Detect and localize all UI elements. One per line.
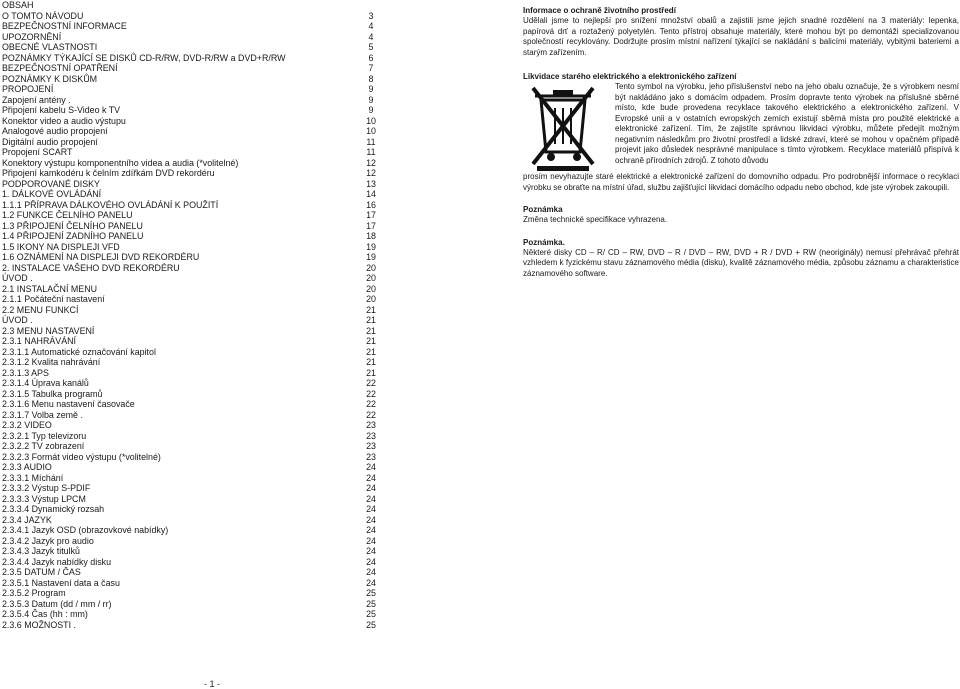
- toc-entry-label: 2.3.5.1 Nastavení data a času: [2, 577, 120, 588]
- toc-entry-label: 2.3.2 VIDEO: [2, 420, 52, 430]
- toc-entry: [2, 410, 382, 421]
- toc-entry-label: ÚVOD .: [2, 273, 33, 283]
- toc-entry-label: 2.3.1.2 Kvalita nahrávání: [2, 357, 101, 367]
- toc-entry-label: 2.3.5 DATUM / ČAS: [2, 567, 81, 577]
- toc-entry: [2, 609, 382, 620]
- toc-entry-page: 21: [366, 315, 376, 325]
- toc-entry: [2, 567, 382, 578]
- toc-entry-label: 2.3.4.1 Jazyk OSD (obrazovkové nabídky): [2, 525, 169, 535]
- toc-entry: [2, 147, 382, 158]
- toc-entry-label: 2.3.1.5 Tabulka programů: [2, 388, 103, 399]
- toc-entry: [2, 305, 382, 316]
- toc-entry: [2, 536, 382, 547]
- toc-entry: [2, 389, 382, 400]
- toc-entry-page: 24: [366, 525, 376, 535]
- toc-entry: [2, 210, 382, 221]
- note-text: Změna technické specifikace vyhrazena.: [523, 215, 668, 224]
- toc-entry-page: 17: [366, 220, 376, 231]
- toc-entry-page: 21: [366, 346, 376, 357]
- toc-entry: [2, 137, 382, 148]
- toc-entry-label: 2.3.3.2 Výstup S-PDIF: [2, 483, 91, 493]
- toc-entry-label: Digitální audio propojení: [2, 136, 98, 147]
- note-disc-heading: Poznámka.: [523, 237, 565, 247]
- toc-entry: [2, 515, 382, 526]
- toc-entry-page: 24: [366, 504, 376, 514]
- toc-entry-label: 1.3 PŘIPOJENÍ ČELNÍHO PANELU: [2, 220, 143, 231]
- toc-entry: [2, 315, 382, 326]
- toc-entry-label: 1.2 FUNKCE ČELNÍHO PANELU: [2, 210, 133, 220]
- note-disc-text: Některé disky CD – R/ CD – RW, DVD – R / DVD – RW, DVD + R / DVD + RW (neoriginály) nemusí přehrávač přehrát vzhledem k fyzickému stavu záznamového média (disku), kvalitě záznamového média, způsobu záznamu a charakteristice záznamového software.: [523, 247, 959, 278]
- toc-entry: [2, 504, 382, 515]
- toc-entry-page: 20: [366, 294, 376, 304]
- toc-entry-page: 25: [366, 619, 376, 630]
- toc-entry-label: PROPOJENÍ: [2, 84, 54, 94]
- right-column: [523, 6, 959, 279]
- toc-entry: [2, 588, 382, 599]
- toc-entry: [2, 252, 382, 263]
- weee-block: [523, 82, 959, 172]
- toc-entry-page: 25: [366, 588, 376, 598]
- toc-entry: [2, 105, 382, 116]
- toc-entry: [2, 483, 382, 494]
- toc-entry-label: 2.3.2.1 Typ televizoru: [2, 430, 87, 441]
- toc-entry-label: Připojení kamkodéru k čelním zdířkám DVD rekordéru: [2, 168, 215, 178]
- toc-entry-page: 21: [366, 357, 376, 367]
- toc-entry: [2, 494, 382, 505]
- toc-entry-page: 20: [366, 283, 376, 294]
- toc-entry-page: 11: [366, 136, 376, 147]
- toc-entry-page: 20: [366, 262, 376, 273]
- toc-entry-page: 23: [366, 430, 376, 441]
- toc-entry-page: 9: [368, 105, 374, 115]
- toc-entry-page: 21: [366, 336, 376, 346]
- toc-entry-label: OBECNÉ VLASTNOSTI: [2, 42, 98, 52]
- crossed-out-wheelie-bin-icon: [527, 82, 599, 172]
- toc-entry: [2, 189, 382, 200]
- toc-entry-page: 3: [368, 10, 374, 21]
- toc-entry: [2, 42, 382, 53]
- toc-entry-page: 7: [368, 63, 374, 73]
- toc-entry: [2, 326, 382, 337]
- toc-entry: [2, 179, 382, 190]
- environment-text: Udělali jsme to nejlepší pro snížení množství obalů a zajistili jsme jejich snadné rozdělení na 3 materiály: lepenka, papírová drť a roztažený polyetylén. Tento přístroj obsahuje materiály, které mohou být po demontáži specializovanou společností recyklovány. Dodržujte prosím místní nařízení týkající se nakládání s balicími materiály, vybitými bateriemi a starým zařízením.: [523, 16, 959, 57]
- toc-entry: [2, 63, 382, 74]
- toc-entry: [2, 378, 382, 389]
- toc-entry-page: 24: [366, 567, 376, 577]
- toc-entry: [2, 11, 382, 22]
- toc-entry-label: 1.1.1 PŘÍPRAVA DÁLKOVÉHO OVLÁDÁNÍ K POUŽITÍ: [2, 199, 219, 210]
- toc-entry-label: 2.2 MENU FUNKCÍ: [2, 304, 79, 315]
- toc-entry: [2, 441, 382, 452]
- toc-entry-page: 21: [366, 325, 376, 336]
- toc-list: [2, 11, 382, 631]
- toc-entry-label: 2.3.3.4 Dynamický rozsah: [2, 504, 105, 514]
- toc-entry: [2, 168, 382, 179]
- weee-heading: Likvidace starého elektrického a elektronického zařízení: [523, 72, 737, 81]
- toc-entry-page: 24: [366, 577, 376, 588]
- toc-entry-page: 4: [368, 21, 374, 31]
- toc-entry-label: 2.3.4.4 Jazyk nabídky disku: [2, 556, 112, 567]
- table-of-contents: [2, 0, 382, 630]
- toc-entry: [2, 599, 382, 610]
- toc-entry-page: 25: [366, 609, 376, 619]
- toc-entry-label: 2.1 INSTALAČNÍ MENU: [2, 283, 98, 294]
- toc-entry-label: 2.3.1 NAHRÁVÁNÍ: [2, 336, 76, 346]
- toc-entry-page: 17: [366, 210, 376, 220]
- toc-entry-label: 2.3.3.3 Výstup LPCM: [2, 493, 86, 504]
- toc-entry-label: 2.3.1.6 Menu nastavení časovače: [2, 399, 135, 409]
- note-heading: Poznámka: [523, 205, 563, 214]
- toc-entry-label: Propojení SCART: [2, 147, 73, 157]
- toc-entry: [2, 431, 382, 442]
- toc-entry: [2, 158, 382, 169]
- toc-entry: [2, 368, 382, 379]
- toc-entry-page: 24: [366, 546, 376, 556]
- toc-entry: [2, 221, 382, 232]
- toc-entry-page: 12: [366, 168, 376, 178]
- toc-entry-label: 2. INSTALACE VAŠEHO DVD REKORDÉRU: [2, 262, 180, 273]
- toc-entry-label: 2.3.5.3 Datum (dd / mm / rr): [2, 598, 112, 609]
- toc-entry-label: UPOZORNĚNÍ: [2, 31, 62, 42]
- toc-entry: [2, 95, 382, 106]
- toc-entry-label: Připojení kabelu S-Video k TV: [2, 105, 121, 115]
- toc-entry-page: 13: [366, 178, 376, 189]
- toc-entry: [2, 357, 382, 368]
- toc-entry: [2, 284, 382, 295]
- toc-entry: [2, 200, 382, 211]
- toc-entry: [2, 21, 382, 32]
- toc-entry-label: 1.6 OZNÁMENÍ NA DISPLEJI DVD REKORDÉRU: [2, 252, 200, 262]
- toc-entry-label: Konektor video a audio výstupu: [2, 115, 126, 126]
- toc-entry-label: BEZPEČNOSTNÍ OPATŘENÍ: [2, 63, 118, 73]
- toc-entry-label: 1.5 IKONY NA DISPLEJI VFD: [2, 241, 120, 252]
- toc-entry: [2, 399, 382, 410]
- page-number: - 1 -: [204, 679, 221, 689]
- toc-entry-label: 2.3.4 JAZYK: [2, 514, 52, 525]
- toc-entry: [2, 473, 382, 484]
- toc-entry-page: 23: [366, 451, 376, 462]
- toc-entry-page: 6: [368, 52, 374, 63]
- toc-entry-label: 2.3.1.1 Automatické označování kapitol: [2, 346, 156, 357]
- toc-entry: [2, 525, 382, 536]
- toc-entry: [2, 546, 382, 557]
- toc-entry-label: 2.3.2.2 TV zobrazení: [2, 441, 85, 451]
- toc-entry-label: 2.3.1.4 Úprava kanálů: [2, 378, 89, 388]
- toc-entry-page: 23: [366, 441, 376, 451]
- toc-entry-label: ÚVOD .: [2, 315, 33, 325]
- toc-entry-page: 19: [366, 241, 376, 252]
- toc-entry-label: 2.3.5.2 Program: [2, 588, 66, 598]
- toc-entry-page: 11: [366, 147, 376, 157]
- toc-entry: [2, 557, 382, 568]
- toc-entry: [2, 420, 382, 431]
- toc-entry: [2, 126, 382, 137]
- toc-entry-page: 20: [366, 273, 376, 283]
- toc-entry-page: 4: [368, 31, 374, 42]
- toc-entry-page: 18: [366, 231, 376, 241]
- toc-entry-label: POZNÁMKY TÝKAJÍCÍ SE DISKŮ CD-R/RW, DVD-R/RW a DVD+R/RW: [2, 52, 286, 63]
- toc-entry-label: 2.3.6 MOŽNOSTI .: [2, 619, 76, 630]
- toc-entry-label: Konektory výstupu komponentního videa a audia (*volitelné): [2, 157, 239, 168]
- toc-entry: [2, 263, 382, 274]
- toc-entry-page: 25: [366, 598, 376, 609]
- toc-entry-page: 24: [366, 556, 376, 567]
- toc-entry-label: 1. DÁLKOVÉ OVLÁDÁNÍ: [2, 189, 102, 199]
- toc-entry-page: 14: [366, 189, 376, 199]
- toc-entry-label: 2.3 MENU NASTAVENÍ: [2, 325, 95, 336]
- toc-entry-page: 22: [366, 388, 376, 399]
- toc-entry-label: Analogové audio propojení: [2, 126, 108, 136]
- toc-entry: [2, 231, 382, 242]
- toc-entry-page: 22: [366, 399, 376, 409]
- toc-entry-page: 12: [366, 157, 376, 168]
- toc-entry-label: 1.4 PŘIPOJENÍ ZADNÍHO PANELU: [2, 231, 144, 241]
- toc-entry-label: 2.3.3 AUDIO: [2, 462, 52, 472]
- toc-entry-page: 5: [368, 42, 374, 52]
- toc-entry-page: 21: [366, 304, 376, 315]
- toc-entry: [2, 84, 382, 95]
- toc-entry: [2, 336, 382, 347]
- toc-entry: [2, 53, 382, 64]
- toc-entry-page: 24: [366, 514, 376, 525]
- toc-entry: [2, 578, 382, 589]
- toc-entry-page: 24: [366, 472, 376, 483]
- environment-heading: Informace o ochraně životního prostředí: [523, 6, 676, 15]
- toc-entry-page: 24: [366, 462, 376, 472]
- toc-entry-page: 9: [368, 84, 374, 94]
- toc-entry: [2, 347, 382, 358]
- toc-entry-label: BEZPEČNOSTNÍ INFORMACE: [2, 21, 127, 31]
- toc-entry-page: 9: [368, 94, 374, 105]
- weee-text-beside-icon: Tento symbol na výrobku, jeho příslušenství nebo na jeho obalu označuje, že s výrobkem nesmí být nakládáno jako s domácím odpadem. Prosím dopravte tento výrobek na příslušné sběrné místo, kde bude provedena recyklace takového elektrického a elektronického zařízení. V Evropské unii a v ostatních evropských zemích existují sběrná místa pro použité elektrické a elektronické zařízení. Tím, že zajistíte správnou likvidaci výrobku, můžete předejít možným negativním následkům pro životní prostředí a lidské zdraví, které se mohou v opačném případě projevit jako důsledek nesprávné manipulace s tímto výrobkem. Recyklace materiálů přispívá k ochraně přírodních zdrojů. Z tohoto důvodu: [615, 82, 959, 165]
- toc-entry-label: 2.3.4.3 Jazyk titulků: [2, 546, 80, 556]
- toc-entry: [2, 452, 382, 463]
- toc-entry-page: 24: [366, 535, 376, 546]
- toc-entry-label: 2.3.5.4 Čas (hh : mm): [2, 609, 88, 619]
- toc-entry-page: 10: [366, 126, 376, 136]
- toc-entry: [2, 74, 382, 85]
- toc-entry-label: Zapojení antény .: [2, 94, 71, 105]
- toc-entry-page: 16: [366, 199, 376, 210]
- toc-entry-page: 23: [366, 420, 376, 430]
- toc-entry-page: 19: [366, 252, 376, 262]
- toc-entry-page: 24: [366, 483, 376, 493]
- toc-entry-label: 2.3.1.3 APS: [2, 367, 49, 378]
- toc-entry: [2, 462, 382, 473]
- toc-entry-label: O TOMTO NÁVODU: [2, 10, 84, 21]
- toc-entry: [2, 242, 382, 253]
- weee-text-below: prosím nevyhazujte staré elektrické a elektronické zařízení do domovního odpadu. Pro podrobnější informace o recyklaci výrobku se obraťte na místní úřad, službu zajišťující likvidaci domácího odpadu nebo obchod, kde jste výrobek zakoupili.: [523, 172, 959, 192]
- toc-entry-page: 22: [366, 378, 376, 388]
- toc-entry-page: 10: [366, 115, 376, 126]
- toc-entry-label: 2.3.4.2 Jazyk pro audio: [2, 535, 94, 546]
- toc-entry-page: 8: [368, 73, 374, 84]
- toc-entry: [2, 116, 382, 127]
- toc-entry-label: 2.1.1 Počáteční nastavení: [2, 294, 105, 304]
- toc-entry: [2, 32, 382, 43]
- toc-entry-label: POZNÁMKY K DISKŮM: [2, 73, 98, 84]
- toc-entry-page: 24: [366, 493, 376, 504]
- toc-entry-label: 2.3.3.1 Míchání: [2, 472, 64, 483]
- toc-entry-page: 21: [366, 367, 376, 378]
- toc-entry: [2, 620, 382, 631]
- toc-title: OBSAH: [2, 0, 34, 10]
- toc-entry-label: PODPOROVANÉ DISKY: [2, 178, 100, 189]
- toc-entry-label: 2.3.2.3 Formát video výstupu (*volitelné): [2, 451, 161, 462]
- toc-entry-page: 22: [366, 409, 376, 420]
- toc-entry: [2, 294, 382, 305]
- toc-entry: [2, 273, 382, 284]
- toc-entry-label: 2.3.1.7 Volba země .: [2, 409, 83, 420]
